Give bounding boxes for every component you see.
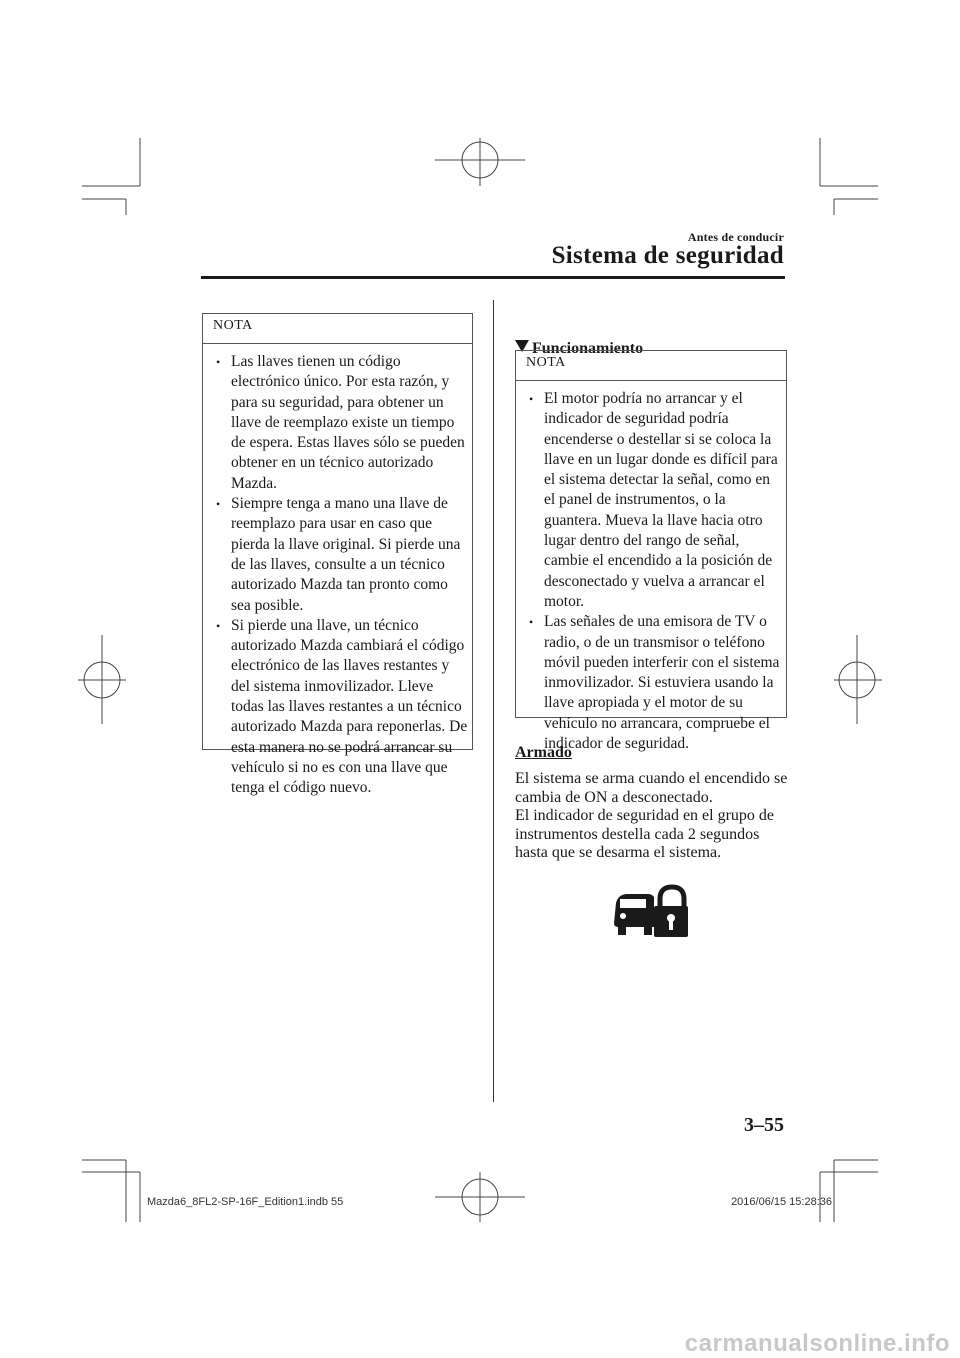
header-section-label: Antes de conducir: [687, 230, 784, 244]
section-heading-text: Funcionamiento: [532, 340, 644, 357]
page-number: 3–55: [744, 1114, 784, 1136]
security-indicator-car-lock-icon: [612, 883, 690, 941]
note-item: • Si pierde una llave, un técnico autorizado Mazda cambiará el código electrónico de las llaves restantes y del sistema inmovilizador. Lleve todas las llaves restantes a un técnico autorizado Mazda para reponerlas. De esta manera no se podrá arrancar su vehículo si no es con una llave que tenga el código nuevo.: [203, 616, 472, 799]
column-divider: [493, 300, 494, 1102]
page-title: Sistema de seguridad: [551, 242, 784, 269]
note-item: • Siempre tenga a mano una llave de reemplazo para usar en caso que pierda la llave original. Si pierde una de las llaves, consulte a un técnico autorizado Mazda tan pronto como sea posible.: [203, 494, 472, 616]
note-item: • Las señales de una emisora de TV o radio, o de un transmisor o teléfono móvil pueden interferir con el sistema inmovilizador. Si estuviera usando la llave apropiada y el motor de su vehículo no arrancara, compruebe el indicador de seguridad.: [516, 612, 786, 754]
header-rule: [201, 276, 785, 279]
left-note-box: [202, 313, 473, 797]
footer-file-name: Mazda6_8FL2-SP-16F_Edition1.indb 55: [147, 1196, 344, 1208]
watermark: carmanualsonline.info: [684, 1330, 950, 1357]
footer-timestamp: 2016/06/15 15:28:36: [731, 1196, 832, 1208]
note-item: • Las llaves tienen un código electrónico único. Por esta razón, y para su seguridad, para obtener un llave de reemplazo existe un tiempo de espera. Estas llaves sólo se pueden obtener en un técnico autorizado Mazda.: [203, 352, 472, 494]
paragraph-line: El indicador de seguridad en el grupo de instrumentos destella cada 2 segundos hasta que se desarma el sistema.: [515, 807, 775, 861]
note-item: • El motor podría no arrancar y el indicador de seguridad podría encenderse o destellar si se coloca la llave en un lugar donde es difícil para el sistema detectar la señal, como en el panel de instrumentos, o la guantera. Mueva la llave hacia otro lugar dentro del rango de señal, cambie el encendido a la posición de desconectado y vuelva a arrancar el motor.: [516, 389, 786, 612]
note-list: [203, 352, 472, 799]
note-label: NOTA: [516, 351, 786, 381]
note-list: [516, 389, 786, 754]
body-paragraph: [515, 770, 795, 863]
subsection-heading: Armado: [515, 744, 572, 761]
paragraph-line: El sistema se arma cuando el encendido se cambia de ON a desconectado.: [515, 770, 788, 806]
note-label: NOTA: [203, 314, 472, 344]
